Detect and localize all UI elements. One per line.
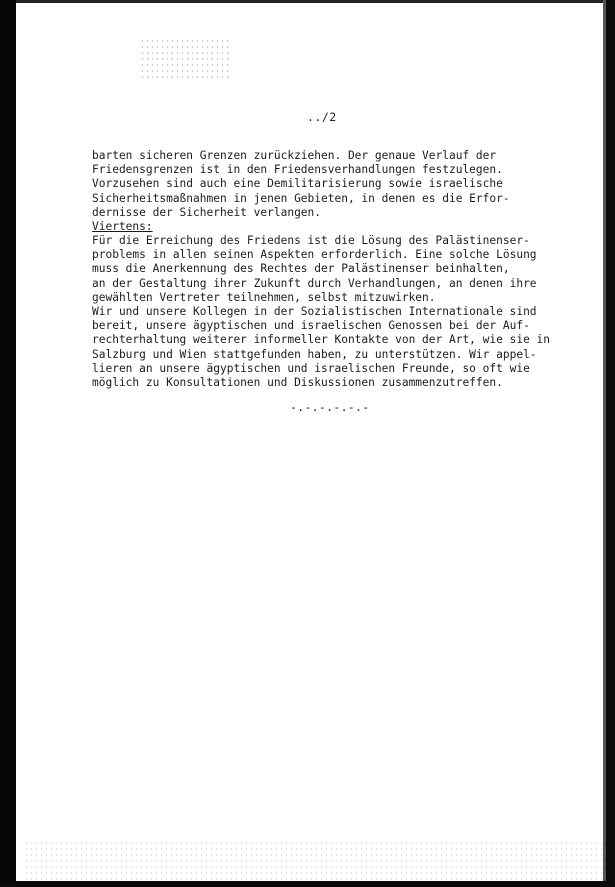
scan-edge-top: [0, 0, 615, 3]
paragraph-palestinian-problem: Für die Erreichung des Friedens ist die Lösung des Palästinenser- problems in allen seinen Aspekten erforderlich. Eine solche Lösung muss die Anerkennung des Rechtes der Palästinenser beinhalten, an der Gestaltung ihrer Zukunft durch Verhandlungen, an denen ihre gewählten Vertreter teilnehmen, selbst mitzuwirken.: [92, 234, 537, 304]
paragraph-socialist-international: Wir und unsere Kollegen in der Sozialistischen Internationale sind bereit, unsere ägyptischen und israelischen Genossen bei der Auf- rechterhaltung weiterer informeller Kontakte von der Art, wie sie in Salzburg und Wien stattgefunden haben, zu unterstützen. Wir appel- lieren an unsere ägyptischen und israelischen Freunde, so oft wie möglich zu Konsultationen und Diskussionen zusammenzutreffen.: [92, 305, 551, 390]
end-marker: -.-.-.-.-.-: [290, 400, 370, 414]
scan-noise-bottom: [24, 840, 604, 880]
scan-edge-bottom: [0, 881, 615, 887]
page-number: ../2: [307, 110, 337, 124]
scan-noise-top: [140, 38, 230, 78]
section-heading-viertens: Viertens:: [92, 220, 153, 233]
scan-edge-right: [606, 0, 615, 887]
scan-edge-left: [0, 0, 16, 887]
paragraph-borders: barten sicheren Grenzen zurückziehen. Der genaue Verlauf der Friedensgrenzen ist in den Friedensverhandlungen festzulegen. Vorzusehen sind auch eine Demilitarisierung sowie israelische Sicherheitsmaßnahmen in jenen Gebieten, in denen es die Erfor- dernisse der Sicherheit verlangen.: [92, 149, 510, 219]
